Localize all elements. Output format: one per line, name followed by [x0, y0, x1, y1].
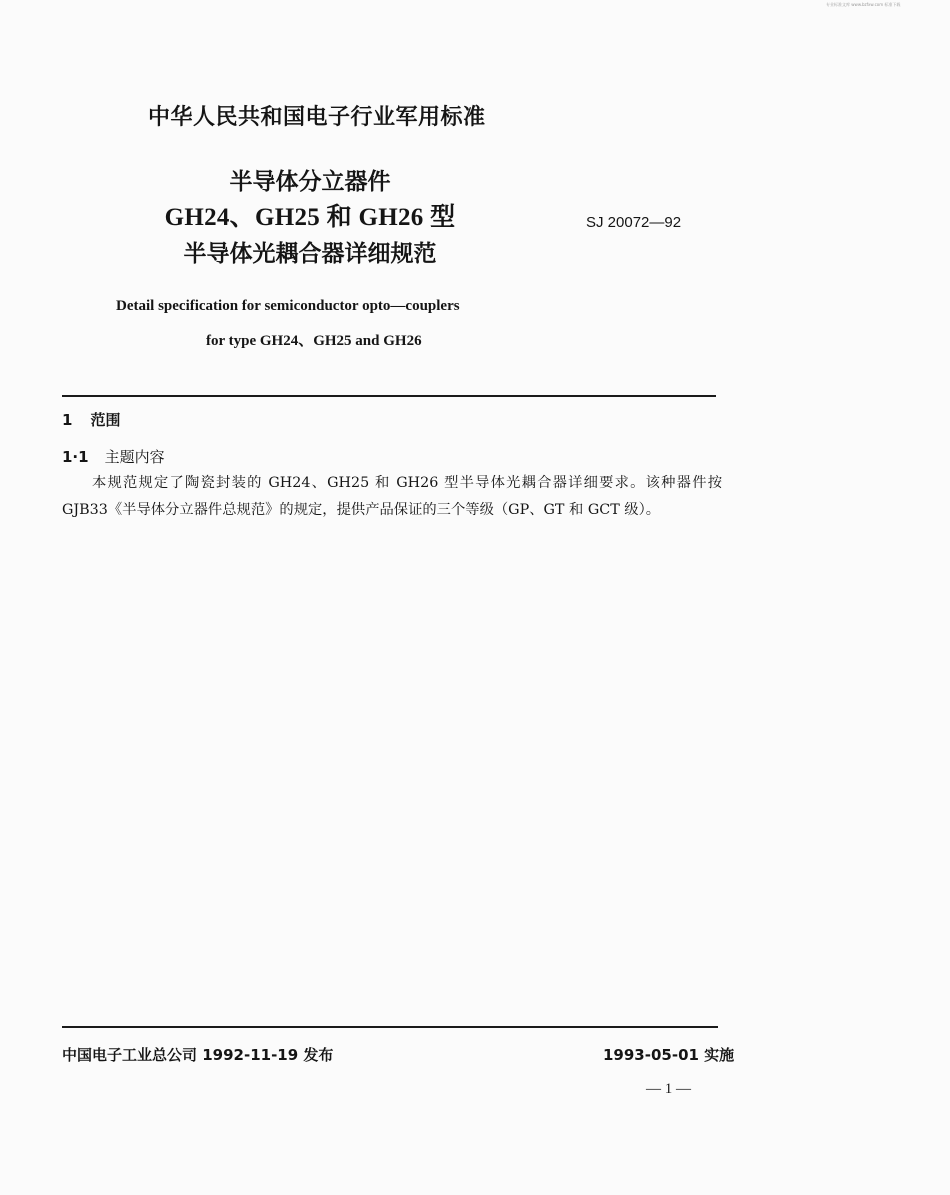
body-paragraph: 本规范规定了陶瓷封装的 GH24、GH25 和 GH26 型半导体光耦合器详细要求。该种器件按 GJB33《半导体分立器件总规范》的规定，提供产品保证的三个等级（GP、GT 和 GCT 级）。 [62, 475, 722, 518]
document-title [160, 164, 460, 272]
english-title-line-1: Detail specification for semiconductor opto—couplers [116, 298, 460, 314]
section-1-1-number: 1·1 [62, 448, 89, 466]
section-1-number: 1 [62, 411, 73, 429]
watermark-text: 专业标准文库 www.bzfxw.com 标准下载 [826, 2, 901, 7]
effective-date: 1993-05-01 实施 [603, 1046, 735, 1064]
section-1-title: 范围 [90, 411, 121, 429]
section-1-1-body [62, 470, 722, 524]
page-number: — 1 — [646, 1081, 691, 1097]
section-1-heading [62, 409, 120, 430]
section-1-1-title: 主题内容 [104, 448, 165, 466]
top-divider [62, 395, 716, 397]
title-line-2: GH24、GH25 和 GH26 型 [164, 204, 456, 231]
title-line-1: 半导体分立器件 [229, 169, 391, 195]
document-code: SJ 20072—92 [586, 214, 682, 231]
title-line-3: 半导体光耦合器详细规范 [183, 241, 437, 267]
english-title-line-2: for type GH24、GH25 and GH26 [206, 333, 422, 349]
section-1-1-heading [62, 446, 165, 467]
bottom-divider [62, 1026, 718, 1028]
issuer-date: 中国电子工业总公司 1992-11-19 发布 [62, 1046, 334, 1064]
standard-type-heading: 中华人民共和国电子行业军用标准 [148, 105, 486, 130]
